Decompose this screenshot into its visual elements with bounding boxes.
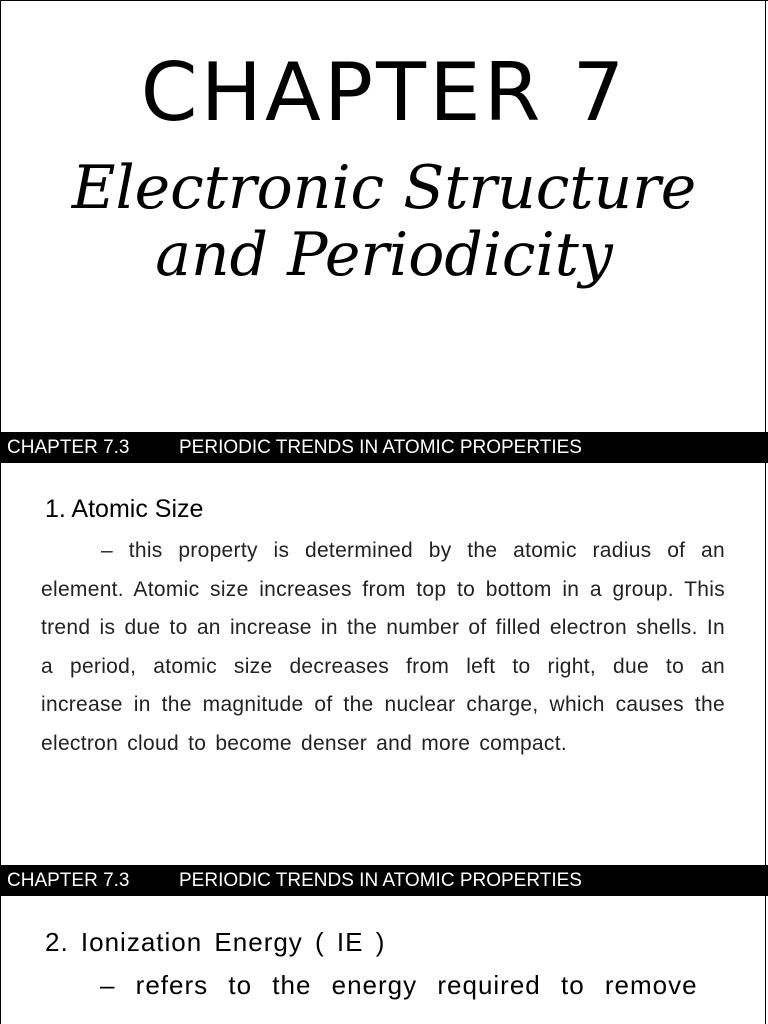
slide-ionization-energy bbox=[0, 896, 768, 1024]
atomic-size-paragraph: – this property is determined by the atomic radius of an element. Atomic size increases from top to bottom in a group. This trend is due to an increase in the number of filled electron shells. In a period, atomic size decreases from left to right, due to an increase in the magnitude of the nuclear charge, which causes the electron cloud to become denser and more compact. bbox=[41, 539, 725, 755]
section-bar-title: PERIODIC TRENDS IN ATOMIC PROPERTIES bbox=[179, 870, 582, 891]
section-bar-1 bbox=[0, 432, 768, 463]
chapter-title: CHAPTER 7 bbox=[140, 46, 628, 139]
chapter-subtitle-line1: Electronic Structure bbox=[71, 153, 697, 223]
atomic-size-heading: 1. Atomic Size bbox=[45, 495, 204, 523]
ionization-energy-paragraph: – refers to the energy required to remove bbox=[100, 970, 698, 1000]
title-slide bbox=[0, 0, 768, 432]
section-bar-title: PERIODIC TRENDS IN ATOMIC PROPERTIES bbox=[179, 437, 582, 458]
section-bar-number: CHAPTER 7.3 bbox=[7, 870, 130, 891]
section-bar-2 bbox=[0, 865, 768, 896]
slide-atomic-size bbox=[0, 463, 768, 865]
chapter-subtitle-line2: and Periodicity bbox=[155, 220, 613, 290]
ionization-energy-heading: 2. Ionization Energy ( IE ) bbox=[45, 927, 386, 957]
section-bar-number: CHAPTER 7.3 bbox=[7, 437, 130, 458]
